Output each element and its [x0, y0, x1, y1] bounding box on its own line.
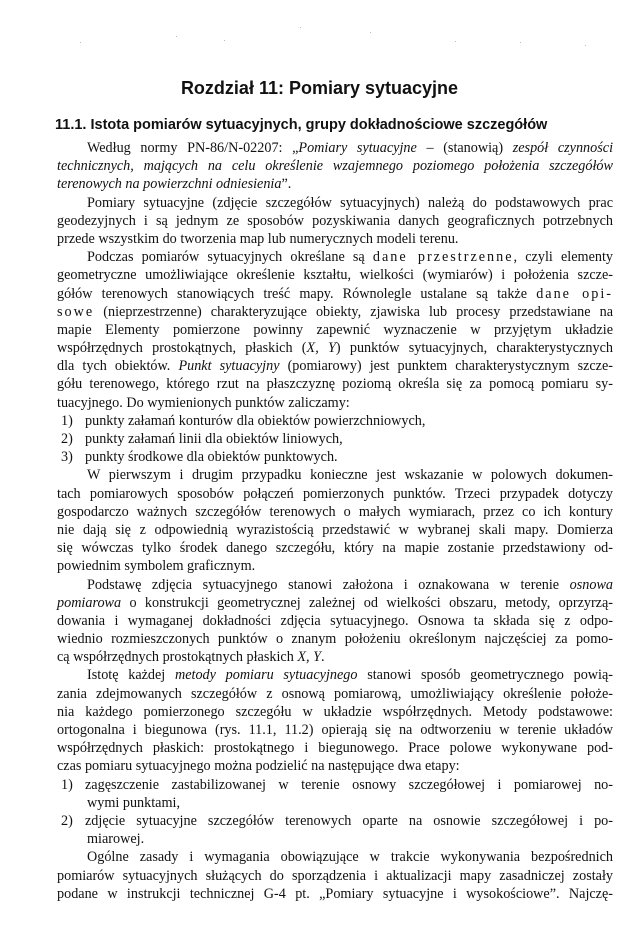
paragraph-line: Ogólne zasady i wymagania obowiązujące w trakcie wykonywania bezpośrednich: [87, 849, 613, 866]
paragraph-line: dowania i wymaganej dokładności zdjęcia sytuacyjnego. Osnowa ta składa się z odpo-: [57, 612, 613, 629]
paragraph-line: tuacyjnego. Do wymienionych punktów zaliczamy:: [57, 394, 350, 411]
paragraph-line: cą współrzędnych prostokątnych płaskich X, Y.: [57, 649, 325, 666]
chapter-title: Rozdział 11: Pomiary sytuacyjne: [180, 78, 459, 98]
list-item: 3) punkty środkowe dla obiektów punktowych.: [61, 449, 338, 466]
paragraph-line: się wówczas tylko środek danego szczegółu, który na mapie zostanie przedstawiony od-: [57, 540, 613, 557]
paragraph-line: gółu terenowego, którego rzut na płaszczyznę poziomą określa się za pomocą pomiaru sy-: [57, 376, 613, 393]
paragraph-line: sowe (nieprzestrzenne) charakteryzujące obiekty, zjawiska lub procesy przedstawiane na: [57, 303, 613, 320]
paragraph-line: geodezyjnych i są jednym ze sposobów pozyskiwania danych geograficznych potrzebnych: [57, 212, 613, 229]
paragraph-line: terenowych na powierzchni odniesienia”.: [57, 176, 292, 193]
paragraph-line: Istotę każdej metody pomiaru sytuacyjnego stanowi sposób geometrycznego powią-: [87, 667, 613, 684]
body-text: [57, 139, 613, 903]
paragraph-line: współrzędnych płaskich: prostokątnego i biegunowego. Prace polowe wykonywane pod-: [57, 740, 613, 757]
paragraph-line: mapie Elementy pomierzone powinny zapewnić wyznaczenie w przyjętym układzie: [57, 321, 613, 338]
paragraph-line: przede wszystkim do tworzenia map lub numerycznych modeli terenu.: [57, 230, 459, 247]
list-item-continuation: miarowej.: [87, 831, 145, 848]
list-item-continuation: wymi punktami,: [87, 794, 181, 811]
paragraph-line: gospodarczo ważnych szczegółów terenowych o małych wymiarach, przez co ich kontury: [57, 503, 613, 520]
paragraph-line: czas pomiaru sytuacyjnego można podzielić na następujące dwa etapy:: [57, 758, 460, 775]
paragraph-line: pomiarowa o konstrukcji geometrycznej zależnej od wielkości obszaru, metody, oprzyrzą-: [57, 594, 613, 611]
list-item: 2) punkty załamań linii dla obiektów liniowych,: [61, 431, 343, 447]
paragraph-line: W pierwszym i drugim przypadku konieczne jest wskazanie w polowych dokumen-: [87, 467, 613, 484]
paragraph-line: tach pomiarowych sposobów połączeń pomierzonych punktów. Trzeci przypadek dotyczy: [57, 485, 613, 502]
section-title: 11.1. Istota pomiarów sytuacyjnych, grupy dokładnościowe szczegółów: [55, 117, 548, 133]
paragraph-line: nie dają się z odpowiednią wyrazistością przedstawić w wybranej skali mapy. Domierza: [57, 521, 613, 538]
list-item: 1) zagęszczenie zastabilizowanej w terenie osnowy szczegółowej i pomiarowej no-: [61, 776, 613, 793]
paragraph-line: ortogonalna i biegunowa (rys. 11.1, 11.2) opierają się na odtworzeniu w terenie układów: [57, 722, 613, 738]
paragraph-line: Podstawę zdjęcia sytuacyjnego stanowi założona i oznakowana w terenie osnowa: [87, 576, 613, 593]
paragraph-line: powiednim symbolem graficznym.: [57, 558, 256, 575]
paragraph-line: technicznych, mających na celu określenie wzajemnego poziomego położenia szczegółów: [57, 158, 613, 175]
paragraph-line: Pomiary sytuacyjne (zdjęcie szczegółów sytuacyjnych) należą do podstawowych prac: [87, 194, 613, 211]
paragraph-line: współrzędnych prostokątnych, płaskich (X, Y) punktów sytuacyjnych, charakterystycznych: [57, 340, 613, 357]
paragraph-line: nia każdego pomierzonego szczegółu w układzie współrzędnych. Metody podstawowe:: [57, 703, 613, 720]
paragraph-line: zania zdejmowanych szczegółów z osnową pomiarową, umożliwiający określenie położe-: [57, 685, 613, 702]
list-item: 2) zdjęcie sytuacyjne szczegółów terenowych oparte na osnowie szczegółowej i po-: [61, 812, 613, 829]
paragraph-line: gółów terenowych stanowiących treść mapy. Równolegle ustalane są także dane opi-: [57, 285, 614, 302]
paragraph-line: wiednio rozmieszczonych punktów o znanym położeniu określonym najczęściej za pomo-: [57, 631, 613, 648]
paragraph-line: podane w instrukcji technicznej G-4 pt. „Pomiary sytuacyjne i wysokościowe”. Najczę-: [57, 885, 613, 902]
paragraph-line: dla tych obiektów. Punkt sytuacyjny (pomiarowy) jest punktem charakterystycznym szcze-: [57, 358, 614, 375]
paragraph-line: geometryczne umożliwiające określenie kształtu, wielkości (wymiarów) i położenia szcze-: [57, 267, 613, 284]
paragraph-line: Podczas pomiarów sytuacyjnych określane są dane przestrzenne, czyli elementy: [87, 249, 613, 266]
paragraph-line: pomiarów sytuacyjnych służących do sporządzenia i aktualizacji mapy zasadniczej zostały: [57, 867, 613, 884]
paragraph-line: Według normy PN-86/N-02207: „Pomiary sytuacyjne – (stanowią) zespół czynności: [87, 140, 614, 156]
list-item: 1) punkty załamań konturów dla obiektów powierzchniowych,: [61, 412, 426, 429]
